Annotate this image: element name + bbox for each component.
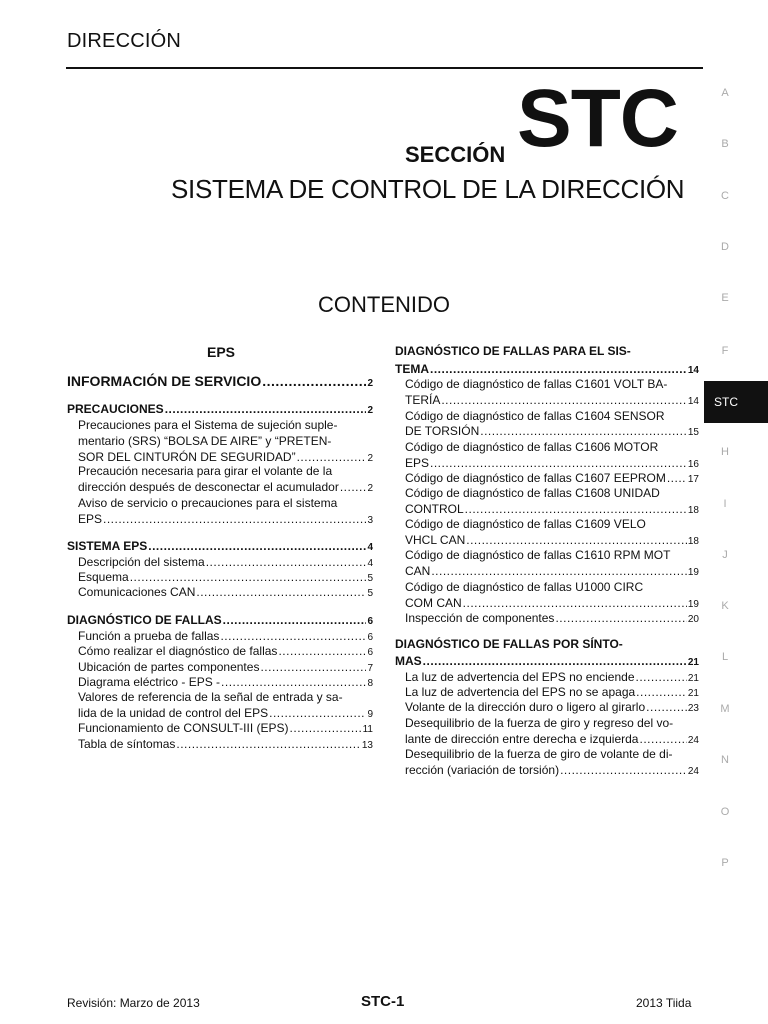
toc-entry-line: Código de diagnóstico de fallas C1609 VELO <box>405 517 646 531</box>
toc-heading-line: DIAGNÓSTICO DE FALLAS PARA EL SIS- <box>395 344 631 358</box>
toc-entry-luz-no-apaga[interactable]: La luz de advertencia del EPS no se apaga ..... 21 <box>405 685 699 699</box>
toc-entry-line: Valores de referencia de la señal de entrada y sa- <box>78 690 343 704</box>
toc-entry-sistema-eps[interactable]: SISTEMA EPS ..... 4 <box>67 539 373 553</box>
toc-entry-informacion-servicio[interactable] <box>67 373 373 389</box>
section-code: STC <box>517 73 678 164</box>
toc-entry-line: Desequilibrio de la fuerza de giro de volante de di- <box>405 747 673 761</box>
toc-entry-inspeccion[interactable]: Inspección de componentes ..... 20 <box>405 611 699 625</box>
toc-entry-line: Código de diagnóstico de fallas C1604 SENSOR <box>405 409 665 423</box>
toc-entry-c1604[interactable]: DE TORSIÓN ..... 15 <box>405 424 699 438</box>
toc-entry-luz-no-enciende[interactable]: La luz de advertencia del EPS no enciende ..... 21 <box>405 670 699 684</box>
section-label: SECCIÓN <box>405 142 506 167</box>
toc-entry-como-realizar[interactable]: Cómo realizar el diagnóstico de fallas ..... 6 <box>78 644 373 658</box>
side-index-letter-n[interactable]: N <box>721 754 729 766</box>
toc-entry-line: Código de diagnóstico de fallas C1606 MOTOR <box>405 440 659 454</box>
toc-entry-page: 2 <box>367 378 373 389</box>
toc-entry-c1608[interactable]: CONTROL ..... 18 <box>405 502 699 516</box>
side-index-letter-i[interactable]: I <box>723 498 727 510</box>
toc-entry-c1601[interactable]: TERÍA ..... 14 <box>405 393 699 407</box>
contents-heading: CONTENIDO <box>318 292 450 317</box>
toc-entry-diagnostico-fallas[interactable]: DIAGNÓSTICO DE FALLAS ..... 6 <box>67 613 373 627</box>
side-index-letter-o[interactable]: O <box>720 806 730 818</box>
side-index-letter-p[interactable]: P <box>721 857 729 869</box>
toc-entry-fallas-sintomas[interactable]: MAS ..... 21 <box>395 654 699 668</box>
toc-entry-esquema[interactable]: Esquema ..... 5 <box>78 570 373 584</box>
toc-entry-tabla-sintomas[interactable]: Tabla de síntomas ..... 13 <box>78 737 373 751</box>
toc-entry-fallas-sistema[interactable]: TEMA ..... 14 <box>395 362 699 376</box>
toc-entry-descripcion[interactable]: Descripción del sistema ..... 4 <box>78 555 373 569</box>
toc-entry-line: Código de diagnóstico de fallas C1608 UNIDAD <box>405 486 660 500</box>
toc-entry-line: Aviso de servicio o precauciones para el sistema <box>78 496 338 510</box>
toc-entry-consult-iii[interactable]: Funcionamiento de CONSULT-III (EPS) ..... 11 <box>78 721 373 735</box>
toc-entry-c1607[interactable]: Código de diagnóstico de fallas C1607 EEPROM ..... 17 <box>405 471 699 485</box>
toc-entry-c1609[interactable]: VHCL CAN ..... 18 <box>405 533 699 547</box>
side-index-letter-m[interactable]: M <box>720 703 730 715</box>
section-title: SISTEMA DE CONTROL DE LA DIRECCIÓN <box>171 174 685 204</box>
side-index-letter-a[interactable]: A <box>721 87 729 99</box>
side-index-letter-l[interactable]: L <box>721 651 729 663</box>
header-title: DIRECCIÓN <box>67 30 182 52</box>
toc-heading-line: DIAGNÓSTICO DE FALLAS POR SÍNTO- <box>395 637 623 651</box>
toc-entry-aviso-servicio[interactable]: EPS ..... 3 <box>78 512 373 526</box>
toc-entry-line: Código de diagnóstico de fallas C1610 RPM MOT <box>405 548 671 562</box>
side-index-letter-c[interactable]: C <box>721 190 729 202</box>
toc-entry-label: INFORMACIÓN DE SERVICIO <box>67 373 262 389</box>
toc-entry-line: Código de diagnóstico de fallas C1601 VOLT BA- <box>405 377 668 391</box>
footer-model: 2013 Tiida <box>636 996 692 1010</box>
side-index-tab-active[interactable]: STC <box>704 381 768 423</box>
side-index-letter-k[interactable]: K <box>721 600 729 612</box>
toc-entry-girar-volante[interactable]: dirección después de desconectar el acumulador ..... 2 <box>78 480 373 494</box>
side-index-letter-j[interactable]: J <box>722 549 728 561</box>
side-index-letter-d[interactable]: D <box>721 241 729 253</box>
header-rule <box>66 67 703 69</box>
toc-entry-u1000[interactable]: COM CAN ..... 19 <box>405 596 699 610</box>
side-index-letter-e[interactable]: E <box>721 292 729 304</box>
side-index-letter-b[interactable]: B <box>721 138 729 150</box>
footer-revision: Revisión: Marzo de 2013 <box>67 996 200 1010</box>
toc-entry-line: Desequilibrio de la fuerza de giro y regreso del vo- <box>405 716 674 730</box>
toc-entry-c1610[interactable]: CAN ..... 19 <box>405 564 699 578</box>
toc-entry-diagrama-electrico[interactable]: Diagrama eléctrico - EPS - ..... 8 <box>78 675 373 689</box>
toc-entry-funcion-prueba[interactable]: Función a prueba de fallas ..... 6 <box>78 629 373 643</box>
side-index-letter-f[interactable]: F <box>721 345 729 357</box>
toc-entry-line: Código de diagnóstico de fallas U1000 CIRC <box>405 580 644 594</box>
side-index-letter-h[interactable]: H <box>721 446 729 458</box>
toc-entry-srs-precauciones[interactable]: SOR DEL CINTURÓN DE SEGURIDAD” ..... 2 <box>78 450 373 464</box>
toc-entry-line: Precaución necesaria para girar el volante de la <box>78 464 333 478</box>
toc-entry-valores-referencia[interactable]: lida de la unidad de control del EPS ..... 9 <box>78 706 373 720</box>
toc-entry-line: Precauciones para el Sistema de sujeción suple- <box>78 418 338 432</box>
toc-entry-ubicacion[interactable]: Ubicación de partes componentes ..... 7 <box>78 660 373 674</box>
toc-entry-line: mentario (SRS) “BOLSA DE AIRE” y “PRETEN- <box>78 434 332 448</box>
toc-entry-desequilibrio-giro-regreso[interactable]: lante de dirección entre derecha e izquierda ..... 24 <box>405 732 699 746</box>
toc-entry-comunicaciones-can[interactable]: Comunicaciones CAN ..... 5 <box>78 585 373 599</box>
toc-entry-c1606[interactable]: EPS ..... 16 <box>405 456 699 470</box>
column-title-eps: EPS <box>207 344 236 360</box>
toc-entry-volante-duro[interactable]: Volante de la dirección duro o ligero al girarlo ..... 23 <box>405 700 699 714</box>
toc-entry-precauciones[interactable]: PRECAUCIONES ..... 2 <box>67 402 373 416</box>
toc-entry-desequilibrio-torsion[interactable]: rección (variación de torsión) ..... 24 <box>405 763 699 777</box>
footer-page-number: STC-1 <box>361 993 405 1010</box>
